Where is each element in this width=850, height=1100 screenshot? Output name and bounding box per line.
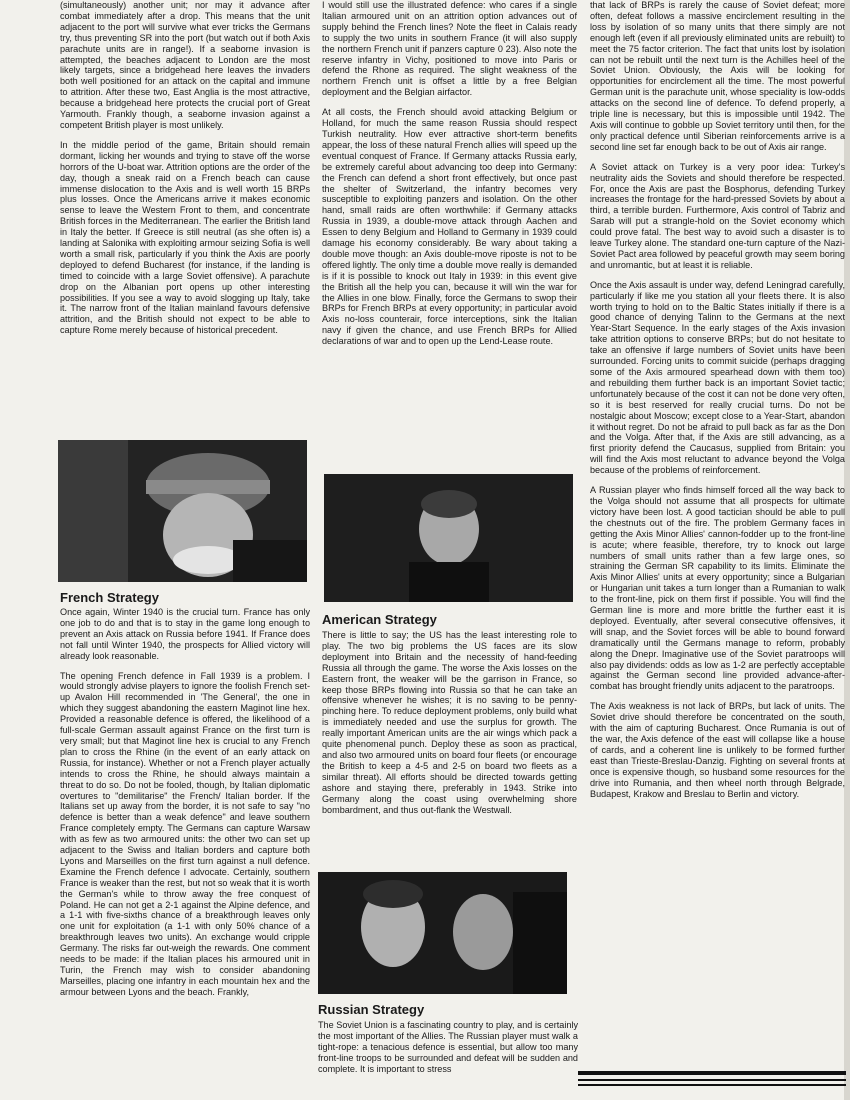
column-middle (322, 0, 577, 356)
paragraph: There is little to say; the US has the least interesting role to play. The two big problems the US faces are its slow deployment into Britain and the necessity of hand-feeding Russia all through the game. The worse the Axis losses on the Eastern front, the weaker will be the garrison in France, so keep those BRPs flowing into Russia so that he can take an offensive whenever he wishes; it is no saving to be penny-pinching here. To reduce deployment problems, only build what is immediately needed and use the surplus for growth. The really important American units are the air wings which pack a quite phenomenal punch. Deploy these as soon as practical, and also two armoured units on board four fleets (or encourage the British to keep a 4-5 and 2-5 on board two fleets as a similar threat). All efforts should be directed towards getting ashore and staying there, preferably in 1943. Strike into Germany along the coast using overwhelming shore bombardment, and thus out-flank the Westwall. (322, 630, 577, 815)
column-right (590, 0, 845, 808)
paragraph: In the middle period of the game, Britain should remain dormant, licking her wounds and trying to stave off the worse horrors of the U-boat war. Attrition options are the order of the day, though a sneak raid on a French beach can cause immense dislocation to the Axis and is well worth 15 BRPs plus losses. Once the Americans arrive it makes economic sense to leave the Western Front to them, and concentrate British forces in the Mediterranean. The earlier the British land in Italy the better. If Greece is still neutral (as she often is) a landing at Salonika with exploiting armour seizing Sofia is well worth a small risk, particularly if you think the Axis are poorly deployed to defend Bucharest (for instance, if the landing is timed to coincide with a large Soviet offensive). A parachute drop on the Albanian port opens up other interesting possibilities. If you see a way to avoid slogging up Italy, take it. The narrow front of the Italian mainland favours defensive attrition, and the British should not expect to be able to capture Rome merely because of historical precedent. (60, 139, 310, 336)
paragraph: I would still use the illustrated defence: who cares if a single Italian armoured unit on an attrition option advances out of supply behind the French lines? Note the fleet in Calais ready to supply the two units in southern France (it will also supply the northern French unit if panzers capture 0 23). Also note the reserve infantry in Vichy, positioned to move into Paris or defend the Rhone as required. The slight weakness of the northern French unit is offset a little by a free Belgian deployment and the Belgian airfactor. (322, 0, 577, 98)
paragraph: The Soviet Union is a fascinating country to play, and is certainly the most important of the Allies. The Russian player must walk a tight-rope: a tenacious defence is essential, but allow too many front-line troops to be surrounded and defeat will be sudden and complete. It is important to stress (318, 1020, 578, 1074)
photo-french-general (58, 440, 307, 582)
section-russian-strategy (318, 1020, 578, 1084)
paragraph: (simultaneously) another unit; nor may it advance after combat immediately after a drop. This means that the unit adjacent to the port will survive what ever tricks the Germans try, thus preventing SR into the port (but watch out if both Axis parachute units are in range!). If a seaborne invasion is attempted, the beaches adjacent to London are the most likely targets, since a bridgehead here leaves the invaders both well positioned for an attack on the capital and immune to attrition. After these two, East Anglia is the most attractive, because a bridgehead here protects the crucial port of Great Yarmouth. Frankly though, a seaborne invasion against a competent British player is most unlikely. (60, 0, 310, 130)
photo-american-leader (324, 474, 573, 602)
heading-russian-strategy: Russian Strategy (318, 1002, 425, 1017)
heading-american-strategy: American Strategy (322, 612, 437, 627)
paragraph: that lack of BRPs is rarely the cause of Soviet defeat; more often, defeat follows a massive encirclement resulting in the loss by isolation of so many units that there simply are not enough left (even if all previously eliminated units are rebuilt) to meet the 75 factor criterion. The fact that units lost by isolation can not be rebuilt until the next turn is the Achilles heel of the Soviet Union. Obviously, the Axis will be looking for opportunities for encirclement all the time. The most powerful German unit is the parachute unit, whose speciality is low-odds attacks on the second line of defence. To defend properly, a triple line is necessary, but this is impossible until 1942. The Axis will continue to gobble up Soviet territory until then, for the only practical defence until Siberian reinforcements arrive is a second line set far enough back to be out of Axis air range. (590, 0, 845, 152)
paragraph: Once the Axis assault is under way, defend Leningrad carefully, particularly if like me you station all your fleets there. It is also worth trying to hold on to the Baltic States initially if there is a good chance of denying Talinn to the Germans at the next Year-Start Sequence. In the early stages of the Axis invasion take attrition options to conserve BRPs; but do not hesitate to take an offensive if large numbers of Soviet units have been surrounded. Forcing units to commit suicide (perhaps dragging some of the Axis armoured spearhead down with them too) and rebuilding them further back is an important Soviet tactic; unfortunately because of the cost it can not be done very often, so it is best reserved for really crucial turns. Do not be nostalgic about Moscow; except close to a Year-Start, abandon it without regret. Do not be afraid to pull back as far as the Don and the Volga. After that, if the Axis are still advancing, as a first priority defend the Caucasus, supplied from Britain: you will find the Axis most reluctant to advance beyond the Volga because of the problems of reinforcement. (590, 279, 845, 476)
paragraph: A Russian player who finds himself forced all the way back to the Volga should not assume that all prospects for ultimate victory have been lost. A good tactician should be able to pull the chestnuts out of the fire. The problem Germany faces in getting the Axis Minor Allies' cannon-fodder up to the front-line is acute; where feasible, therefore, try to knock out large numbers of small units rather than a few large ones, so straining the German SR capability to its limits. Eliminate the Axis Minor Allies' units at every opportunity; since a Bulgarian or Hungarian unit takes a turn longer than a Rumanian to walk to the front-line, pick on them first if possible. You will find the German line is more and more brittle the further east it is deployed. Eventually, after several consecutive offensives, it will snap, and the Soviet forces will be able to bound forward dramatically until the Germans manage to reform, probably along the Dnepr. Imaginative use of the Soviet paratroops will also pay dividends: odds as low as 1-2 are perfectly acceptable against the German second line provided advance-after-combat has brought friendly units adjacent to the paratroops. (590, 485, 845, 692)
section-french-strategy (60, 607, 310, 1007)
paragraph: A Soviet attack on Turkey is a very poor idea: Turkey's neutrality aids the Soviets and should therefore be respected. For, once the Axis are past the Bosphorus, defending Turkey increases the frontage for the hard-pressed Soviets by about a third, a terrible burden. Furthermore, Axis control of Tabriz and Sarab will put a strangle-hold on the Soviet economy which could prove fatal. The best way to avoid such a disaster is to leave Turkey alone. The standard one-turn capture of the Nazi-Soviet Pact area followed by peaceful growth may seem boring and unromantic, but at least it is reliable. (590, 161, 845, 270)
section-american-strategy (322, 630, 577, 824)
divider-thin (578, 1079, 846, 1081)
paragraph: The opening French defence in Fall 1939 is a problem. I would strongly advise players to ignore the foolish French set-up Avalon Hill recommended in 'The General', the one in which they suggest abandoning the eastern Maginot line hex. Provided a reasonable defence is offered, the likelihood of a full-scale German assault against France on the first turn is very small; but that Maginot line hex is crucial to any French plan to cross the Rhine (in the event of an early attack on Russia, for instance). Whether or not a French player actually intends to cross the Rhine, he should always maintain a threat to do so. Do not be fooled, though, by Italian diplomatic overtures to "demilitarise" the French/ Italian border. If the Italians set up away from the border, it is not safe to say "no defence is better than a weak defence" and leave southern France completely empty. The Germans can capture Warsaw with as few as two armoured units: the other two can set up adjacent to the Swiss and Italian borders and capture both Lyons and Marseilles on the first turn against a null defence. Examine the French defence I advocate. Certainly, southern France is weaker than the rest, but not so weak that it is worth the German's while to throw away the free conquest of Poland. He can not get a 2-1 against the Alpine defence, and a 1-1 with five-sixths chance of a breakthrough leaves only one unit for exploitation (a 1-1 with only 50% chance of a breakthrough leaves two units). An exchange would cripple Germany. The risks far out-weigh the rewards. One comment needs to be made: if the Italian places his armoured unit in Turin, the French may wish to consider abandoning Marseilles, placing one infantry in each mountain hex and the armour between Lyons and the beach. Frankly, (60, 670, 310, 997)
column-left (60, 0, 310, 345)
paragraph: The Axis weakness is not lack of BRPs, but lack of units. The Soviet drive should therefore be concentrated on the south, with the aim of capturing Bucharest. Once Rumania is out of the war, the Axis defence of the east will collapse like a house of cards, and a coherent line is unlikely to be formed further east than Trieste-Breslau-Danzig. Fighting on several fronts at once is expensive though, so husband some resources for the drive into Rumania, and then wheel north through Belgrade, Budapest, Krakow and Breslau to Berlin and victory. (590, 701, 845, 799)
paragraph: Once again, Winter 1940 is the crucial turn. France has only one job to do and that is to stay in the game long enough to prevent an Axis attack on Russia before 1941. If France does not fall until Winter 1940, the prospects for Allied victory will already look reasonable. (60, 607, 310, 661)
heading-french-strategy: French Strategy (60, 590, 159, 605)
divider-thin (578, 1084, 846, 1086)
paragraph: At all costs, the French should avoid attacking Belgium or Holland, for much the same reason Russia should respect Turkish neutrality. How ever attractive short-term benefits appear, the loss of these natural French allies will speed up the eventual conquest of France. If Germany attacks Russia early, be extremely careful about advancing too deep into Germany: the French can defend a short front effectively, but once past the shelter of Switzerland, the infantry becomes very susceptible to exploiting panzers and isolation. On the other hand, small raids are often worthwhile: if Germany attacks Russia in 1939, a double-move attack through Aachen and Essen to deny Belgium and Holland to Germany in 1939 could damage his economy considerably. Be wary about taking a double move though: an Axis double-move riposte is not to be offered lightly. The only time a double move really is demanded is if it is possible to knock out Italy in 1939: in this event give the British all the help you can, because it will win the war for the Allies in one blow. Finally, force the Germans to swop their BRPs for French BRPs at every opportunity; in particular avoid Axis no-loss counterair, force interceptions, sink the Italian navy if given the chance, and use French BRPs for Allied declarations of war and to open up the Lend-Lease route. (322, 107, 577, 347)
divider-thick (578, 1071, 846, 1075)
photo-russian-leaders (318, 872, 567, 994)
